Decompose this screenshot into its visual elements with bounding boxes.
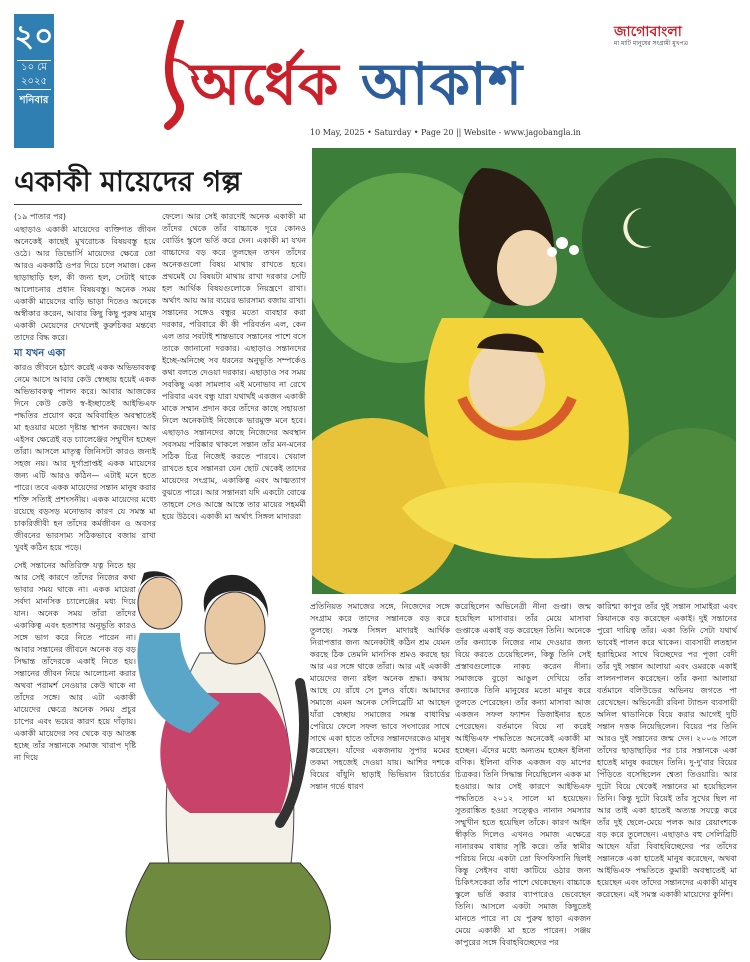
article-column-4: [455, 601, 591, 950]
brand-tagline: মা মাটি মানুষের সংগ্রামী মুখপত্র: [614, 40, 689, 47]
article-paragraph: এছাড়াও একাকী মায়েদের ব্যক্তিগত জীবন অনেকেই কাছেই মুখরোচক বিষয়বস্তু হয়ে ওঠে। আর ডিভোর্সি মায়েদের ক্ষেত্রে তো আরও এককাঠি ওপর দিয়ে চলে সমাজ। কেন ছাড়াছাড়ি হল, কী জন্য হল, সেটাই থাকে আলোচনার প্রধান বিষয়বস্তু। অনেক সময় একাকী মায়েদের বাড়ি ভাড়া দিতেও অনেকে অস্বীকার করেন, আবার কিছু কিছু পুরুষ মানুষ একাকী মেয়েদের দেখলেই কুরুচিকর মন্তব্যে তাদের বিদ্ধ করে।: [14, 225, 156, 342]
continued-note: (১৯ পাতার পর): [14, 212, 67, 221]
masthead-title-part1: অর্ধেক: [190, 50, 340, 118]
page-number: ২০: [14, 19, 54, 54]
article-paragraph: কারিশ্মা কাপুর তাঁর দুই সন্তান সামাইরা এবং কিয়ানকে বড় করেছেন একাই। দুই সন্তানের পুরো দায়িত্ব তাঁর। একা তিনি সেটা যথার্থ ভাবেই পালন করে থাকেন। ব্যবসায়ী লতহান হরাহিমের সাথে বিচ্ছেদের পর পূজা বেদী তাঁর দুই সন্তান আলায়া এবং ওমরকে একাই লালনপালন করেছেন। তাঁর কন্যা আলায়া বর্তমানে বলিউডের অভিনয় জগতে পা রেখেছেন। অভিনেত্রী রবিনা ট্যান্ডন ব্যবসায়ী অনিল থাডানিকে বিয়ে করার আগেই দুটি সন্তান দত্তক নিয়েছিলেন। বিয়ের পর তিনি আরও দুই সন্তানের জন্ম দেন। ২০০৬ সালে তাঁদের ছাড়াছাড়ির পর চার সন্তানকে একা হাতেই মানুষ করছেন তিনি। দু-দু'বার বিয়ের পিঁড়িতে বসেছিলেন শ্বেতা তিওয়ারি। আর দুটো বিয়ে থেকেই সন্তানের মা হয়েছিলেন তিনি। কিন্তু দুটো বিয়েই তাঁর সুখের ছিল না আর তাই একা হাতেই অত্যন্ত সযত্নে করে তাঁর দুই ছেলে-মেয়ে পলক আর রেয়াংশকে বড় করে তুলেছেন। এছাড়াও বহু সেলিব্রিটি আছেন যাঁরা বিবাহবিচ্ছেদের পর তাঁদের সন্তানকে একা হাতেই মানুষ করেছেন, অথবা আইভিএফ পদ্ধতিতে কুমারী অবস্থাতেই মা হয়েছেন এবং তাঁদের সন্তানদের একাকী মানুষ করেছেন। এই সমস্ত একাকী মায়েদের কুর্নিশ।: [597, 602, 737, 899]
issue-day: শনিবার: [19, 95, 49, 106]
article-paragraph: প্রতিনিয়ত সমাজের সঙ্গে, নিজেদের সঙ্গে সংগ্রাম করে তাদের সন্তানকে বড় করে তুলছে। সমস্ত সিঙ্গল মাদারই আর্থিক নিরাপত্তার জন্য অনেকটাই কঠিন শ্রম যেমন করছে ঠিক তেমনি মানসিক শ্রমও করছে হয় আর এর সঙ্গে থাকে তাঁরা। আর এই একাকী মায়েদের জন্য রইল অনেক শ্রদ্ধা। কথায় আছে যে রাঁধে সে চুলও বাঁধে। আমাদের সমাজে এমন অনেক সেলিব্রেটি মা আছেন যাঁরা স্বেচ্ছায় সমাজের সমস্ত বাধাবিঘ্ন পেরিয়ে ফেলে সফল ভাবে সংসারের সাথে সাথে একা হাতে তাঁদের সন্তানদেরকেও মানুষ করেছেন। যাঁদের একজনায় সুপার মমের তকমা সহজেই দেওয়া যায়। আশির দশকে বিয়ের বাঁধুনি ছাড়াই ভিভিয়ান রিচার্ডের সন্তান গর্ভে ধারণ: [310, 602, 450, 791]
masthead-title: [190, 40, 523, 137]
article-column-1: [14, 211, 156, 555]
issue-date: ১০ মে: [21, 62, 47, 73]
article-paragraph: ফেলে। আর সেই কারণেই অনেক একাকী মা তাঁদের থেকে তাঁর বাচ্চাকে দূরে কোনও বোর্ডিং স্কুলে ভর্তি করে দেন। একাকী মা যখন বাচ্চাদের বড় করে তুলছেন তখন তাঁদের অনেকগুলো বিষয় মাথায় রাখতে হবে। প্রথমেই যে বিষয়টা মাথায় রাখা দরকার সেটি হল আর্থিক বিষয়গুলোকে নিয়ন্ত্রণে রাখা। অর্থাৎ আয় আর ব্যয়ের ভারসাম্য বজায় রাখা। সন্তানের সঙ্গেও বন্ধুর মতো ব্যবহার করা দরকার, পরিবারে কী কী পরিবর্তন এল, কেন এল তার সবটাই শান্তভাবে সন্তানের পাশে বসে তাকে জানানো দরকার। এছাড়াও সন্তানদের ইচ্ছে-অনিচ্ছে সব ধরনের অনুভূতি সম্পর্কেও কথা বলতে দেওয়া দরকার। এছাড়াও সব সময় সবকিছু একা সামলাব এই মনোভাব না রেখে পরিবার এবং বন্ধু যারা যথার্থই একজন একাকী মাকে সম্মান প্রদান করে তাঁদের কাছে সহায়তা নিলে অনেকটাই নিজেকে ভারমুক্ত মনে হবে। এছাড়াও সন্তানদের কাছে নিজেদের অবস্থান সবসময় পরিষ্কার থাকলে সন্তান তাঁর মন-মনের সঠিক চিত্র নিজেই করতে পারবে। খেয়াল রাখতে হবে সন্তানরা যেন ছোট থেকেই তাদের মায়েদের সংগ্রাম, একাকিত্ব এবং আত্মত্যাগ বুঝতে পারে। আর সন্তানরা যদি একটো বোঝে তাহলে সেও আস্তে আস্তে তার মায়ের সহমর্মী হয়ে উঠবে। একাকী মা অর্থাৎ সিঙ্গল মাদাররা: [162, 212, 306, 521]
article-column-3: [310, 601, 450, 794]
article-paragraph: সেই সন্তানের অতিরিক্ত যত্ন নিতে হয় আর সেই কারণে তাঁদের নিজের কথা ভাবার সময় থাকে না। একক মায়েরা সর্বদা মানসিক চ্যালেঞ্জের মধ্য দিয়ে যান। অনেক সময় তাঁরা তাঁদের একাকিত্ব এবং হতাশার অনুভূতি কারও সঙ্গে ভাগ করে নিতে পারেন না। আবার সন্তানের জীবনে অনেক বড় বড় সিদ্ধান্ত তাঁদেরকে একাই নিতে হয়। সন্তানের জীবন নিয়ে আলোচনা করার অথবা পরামর্শ নেওয়ার কেউ থাকে না তাঁদের সঙ্গে। আর এটা একাকী মায়েদের ক্ষেত্রে অনেক সময় প্রচুর চাপের এবং ভয়ের কারণ হয়ে দাঁড়ায়। একাকী মায়েদের সব থেকে বড় আতঙ্ক হচ্ছে তাঁর সন্তানকে সমাজ খারাপ দৃষ্টি না দিয়ে: [14, 561, 136, 762]
brand-logo: জাগোবাংলা: [614, 24, 682, 40]
mother-child-painting: [312, 148, 736, 594]
section-heading: মা যখন একা: [14, 348, 66, 359]
masthead-subline: 10 May, 2025 • Saturday • Page 20 || Website - www.jagobangla.in: [310, 128, 581, 137]
issue-year: ২০২৫: [21, 76, 47, 87]
masthead-title-part2: আকাশ: [360, 50, 524, 118]
article-paragraph: কারও জীবনে হঠাৎ করেই একক অভিভাবকত্ব নেমে আসে আবার কেউ স্বেচ্ছায় হয়েই একক অভিভাবকত্ব পালন করে। আবার আজকের দিনে কেউ কেউ স্ব-ইচ্ছাতেই আইভিএফ পদ্ধতির প্রয়োগ করে অবিবাহিত অবস্থাতেই মা হওয়ার মতো দৃষ্টান্ত স্থাপন করছেন। আর এইসব ক্ষেত্রেই বড় চ্যালেঞ্জের সম্মুখীন হচ্ছেন তাঁরা। আসলে মাতৃত্ব জিনিসটা কারও জন্যই সহজ নয়। আর দুর্গাপ্রাপ্তই একক মায়েদের জন্য এটি আরও কঠিন— এটাই মনে হতে পারে। তবে একক মায়েদের সন্তান মানুষ করার শক্তি সত্যিই প্রশংসনীয়। একক মায়েদের মধ্যে রয়েছে বড়সড় মনোভাব কারণ যে সমস্ত মা চাকরিজীবী হন তাঁদের কর্মজীবন ও অবসর জীবনের ভারসাম্য সঠিকভাবে বজায় রাখা খুবই কঠিন হয়ে পড়ে।: [14, 363, 156, 552]
article-paragraph: করেছিলেন অভিনেত্রী নীনা গুপ্তা। জন্ম হয়েছিল মাসাবার। তাঁর মেয়ে মাসাবা গুপ্তাকে একাই বড় করেছেন তিনি। অনেকে তাঁর কন্যাকে নিজের নাম দেওয়ার জন্য বিয়ে করতে চেয়েছিলেন, কিন্তু তিনি সেই প্রস্তাবগুলোকে নাকচ করেন নীনা। সমাজকে বুড়ো আঙুল দেখিয়ে তাঁর কন্যাকে তিনি মানুষের মতো মানুষ করে তুলতে পেরেছেন। তাঁর কন্যা মাসাবা আজ একজন সফল ফ্যাশন ডিজাইনার হতে পেরেছেন। বর্তমানে বিয়ে না করেই আইভিএফ পদ্ধতিতে অনেকেই একাকী মা হচ্ছেন। এঁদের মধ্যে অন্যতম হচ্ছেন ইলিনা বণিক। ইলিনা বণিক একজন বড় মাপের চিত্রকর। তিনি সিদ্ধান্ত নিয়েছিলেন একক মা হওয়ার। আর সেই কারণে আইভিএফ পদ্ধতিতে ২০১২ সালে মা হয়েছেন। সুতরাঙ্কিত হওয়া সত্ত্বেও নানান সমস্যার সম্মুখীন হতে হয়েছিল তাঁকে। কারণ আইন স্বীকৃতি দিলেও এখনও সমাজ এক্ষেত্রে নানারকম বাধার সৃষ্টি করে। তাঁর স্বামীর পরিচয় নিয়ে একটা তো ফিসফিসানি ছিলই কিন্তু সেইসব বাধা কাটিয়ে ওঠার জন্য চিকিৎসকেরা তাঁর পাশে থেকেছেন। বাচ্চাকে স্কুলে ভর্তি করার ব্যাপারেও ভেবেছেন তিনি। আসলে একটা সমাজ কিছুতেই মানতে পারে না যে পুরুষ ছাড়া একজন মেয়ে একাকী মা হতে পারেন। সঞ্জয় কাপুরের সঙ্গে বিবাহবিচ্ছেদের পর: [455, 602, 591, 947]
article-column-5: [597, 601, 737, 902]
article-headline: একাকী মায়েদের গল্প: [14, 165, 242, 198]
article-column-2: [162, 211, 306, 524]
headline-divider: [14, 204, 302, 205]
date-box: [14, 14, 54, 148]
